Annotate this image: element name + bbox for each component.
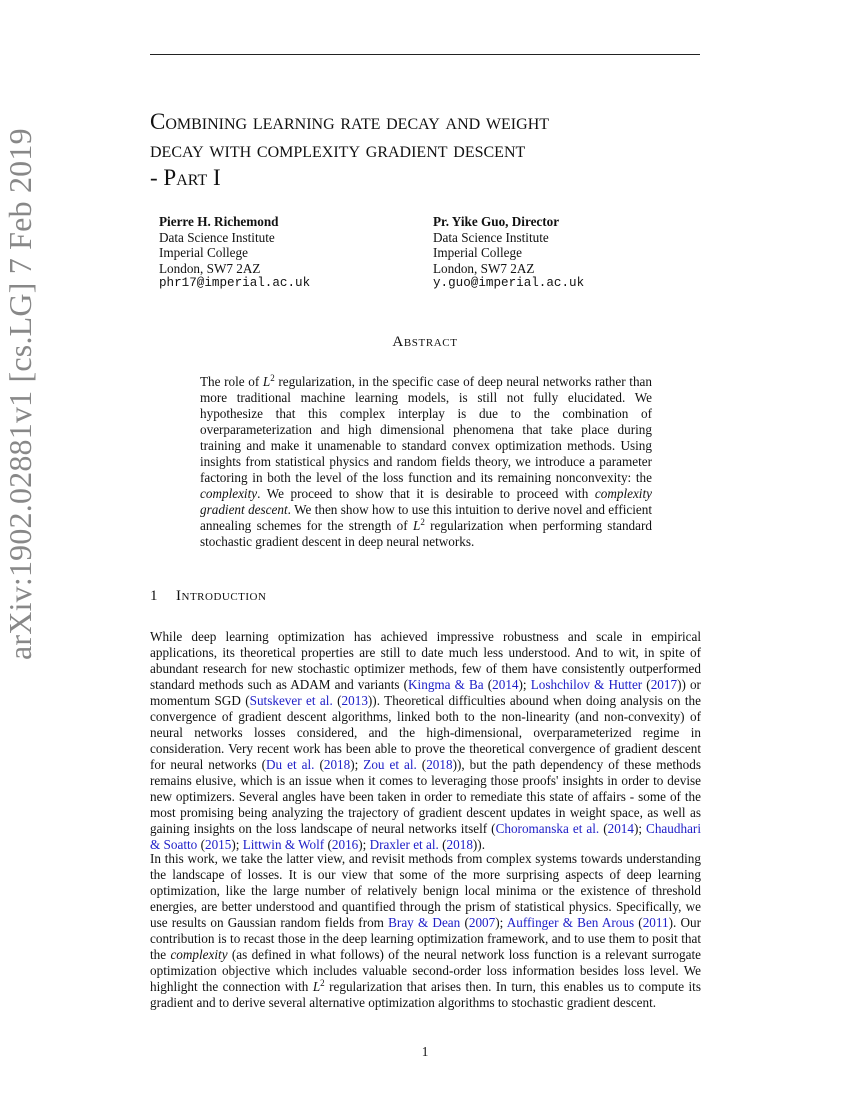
citation-link[interactable]: Choromanska et al. [495,821,600,836]
citation-link[interactable]: Auffinger & Ben Arous [506,915,635,930]
author-affiliation: Data Science Institute [433,229,549,245]
text: ); [350,757,364,772]
arxiv-identifier: arXiv:1902.02881v1 [cs.LG] 7 Feb 2019 [2,128,38,660]
text: ( [197,837,205,852]
math-exponent: 2 [270,373,275,383]
citation-link[interactable]: Bray & Dean [388,915,461,930]
citation-link[interactable]: 2014 [492,677,519,692]
citation-link[interactable]: 2011 [642,915,669,930]
author-institution: Imperial College [159,245,248,260]
section-title: Introduction [176,588,267,604]
title-line-2: decay with complexity gradient descent [150,137,526,162]
text: ( [314,757,324,772]
text: )). [472,837,485,852]
abstract-text-1: The role of [200,374,263,389]
author-institution: Imperial College [433,245,522,260]
citation-link[interactable]: Sutskever et al. [249,693,333,708]
citation-link[interactable]: Loshchilov & Hutter [530,677,643,692]
text: ( [324,837,332,852]
math-l: L [312,979,321,994]
text: ). Our contribution is to recast those in the deep learning optimization framework, and to use them to posit that the [150,915,701,962]
abstract-heading: Abstract [392,334,458,350]
author-address: London, SW7 2AZ [433,260,535,276]
text: (as defined in what follows) of the neural network loss function is a relevant surrogate optimization objective which includes valuable second-order loss information besides loss level. We highlight the connection with [150,947,701,994]
abstract-text [200,374,652,550]
text: ( [438,837,447,852]
citation-link[interactable]: 2018 [446,837,473,852]
text: ); [518,677,531,692]
citation-link[interactable]: 2007 [468,915,496,930]
text: While deep learning optimization has achieved impressive robustness and scale in empirical applications, its theoretical properties are still to date much less understood. And to wit, in spite of abundant research for new stochastic optimizer methods, few of them have consistently outperformed standard methods such as ADAM and variants ( [150,629,701,692]
citation-link[interactable]: 2018 [426,757,453,772]
citation-link[interactable]: Kingma & Ba [408,677,484,692]
text: )), but the path dependency of these methods remains elusive, which is an issue when it comes to leveraging those proofs' insights in order to devise new optimizers. Several angles have been taken in order to remediate this state of affairs - some of the most promising being analyzing the trajectory of gradient descent updates in weight space, as well as gaining insights on the loss landscape of neural networks itself ( [150,757,701,836]
citation-link[interactable]: Littwin & Wolf [242,837,325,852]
text: In this work, we take the latter view, and revisit methods from complex systems towards understanding the landscape of losses. It is our view that some of the more surprising aspects of deep learning optimization, like the large number of relatively benign local minima or the existence of threshold energies, are better understood and quantified through the prism of statistical physics. Specifically, we use results on Gaussian random fields from [150,851,701,930]
abstract-text-5: regularization when performing standard stochastic gradient descent in deep neural networks. [200,518,652,549]
section-number: 1 [150,588,158,604]
text: ); [633,821,647,836]
citation-link[interactable]: Du et al. [266,757,315,772]
emphasis-complexity-gradient-descent: complexity gradient descent [200,486,652,517]
text: ( [483,677,493,692]
text: regularization that arises then. In turn, this enables us to compute its gradient and to derive several alternative optimization algorithms to stochastic gradient descent. [150,979,701,1010]
math-exponent: 2 [320,978,325,988]
citation-link[interactable]: 2018 [323,757,351,772]
text: ( [599,821,608,836]
intro-paragraph-1 [150,629,701,853]
author-name: Pierre H. Richemond [159,214,279,229]
citation-link[interactable]: 2016 [331,837,359,852]
text: )). Theoretical difficulties abound when doing analysis on the convergence of gradient descent algorithms, linked both to the non-linearity (and non-convexity) of neural networks losses considered, and the high-dimensional, overparameterized regime in consideration. Very recent work has been able to prove the theoretical convergence of gradient descent for neural networks ( [150,693,701,772]
math-l: L [412,518,421,533]
citation-link[interactable]: 2015 [204,837,232,852]
author-affiliation: Data Science Institute [159,229,275,245]
citation-link[interactable]: 2017 [650,677,678,692]
author-address: London, SW7 2AZ [159,260,261,276]
text: ( [642,677,651,692]
title-line-3: - Part I [150,165,221,190]
abstract-text-4: . We then show how to use this intuition to derive novel and efficient annealing schemes for the strength of [200,502,652,533]
page-number: 1 [421,1044,429,1059]
text: )) or momentum SGD ( [150,677,701,708]
abstract-text-2: regularization, in the specific case of deep neural networks rather than more traditional machine learning models, is still not fully elucidated. We hypothesize that this complex interplay is due to the combination of overparameterization and high dimensional phenomena that take place during training and make it unamenable to standard convex optimization methods. Using insights from statistical physics and random fields theory, we introduce a parameter factoring in both the level of the loss function and its remaining nonconvexity: the [200,374,652,485]
author-email[interactable]: y.guo@imperial.ac.uk [433,276,585,290]
intro-paragraph-2 [150,851,701,1011]
abstract-text-3: . We proceed to show that it is desirable to proceed with [257,486,595,501]
emphasis-complexity: complexity [170,947,228,962]
citation-link[interactable]: 2013 [341,693,368,708]
author-block-1 [159,214,310,292]
top-rule [150,54,700,55]
title-line-1: Combining learning rate decay and weight [150,109,550,134]
citation-link[interactable]: 2014 [607,821,634,836]
text: ); [358,837,370,852]
text: ( [460,915,469,930]
author-block-2 [433,214,584,292]
math-exponent: 2 [420,517,425,527]
text: ); [495,915,507,930]
math-l: L [262,374,271,389]
section-heading-introduction [150,588,266,605]
paper-title [150,108,710,192]
citation-link[interactable]: Zou et al. [363,757,417,772]
citation-link[interactable]: Draxler et al. [369,837,439,852]
text: ( [332,693,342,708]
text: ( [634,915,643,930]
emphasis-complexity: complexity [200,486,258,501]
author-name: Pr. Yike Guo, Director [433,214,560,229]
text: ( [416,757,427,772]
author-email[interactable]: phr17@imperial.ac.uk [159,276,311,290]
text: ); [231,837,243,852]
citation-link[interactable]: Chaudhari & Soatto [150,821,701,852]
